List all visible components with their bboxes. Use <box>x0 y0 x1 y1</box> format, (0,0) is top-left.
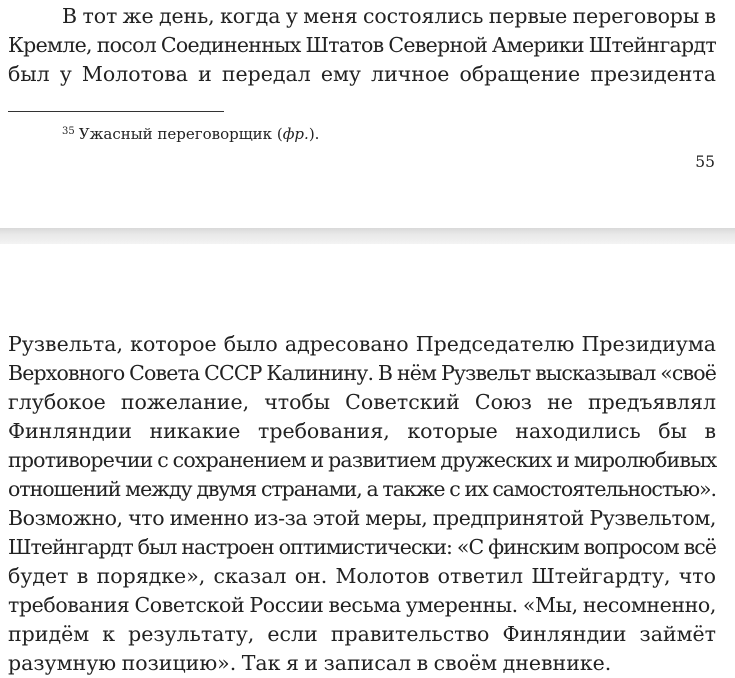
page-bottom <box>0 244 735 677</box>
text-line: будет в порядке», сказал он. Молотов ответил Штейгардту, что <box>8 564 716 588</box>
footnote-number: 35 <box>62 126 75 137</box>
text-line: Финляндии никакие требования, которые находились бы в <box>8 419 716 443</box>
text-line: Кремле, посол Соединенных Штатов Северной Америки Штейнгардт <box>8 33 716 57</box>
footnote <box>62 122 319 144</box>
text-line: В тот же день, когда у меня состоялись первые переговоры в <box>62 4 716 28</box>
page-separator <box>0 228 735 244</box>
text-line: Штейнгардт был настроен оптимистически: «С финским вопросом всё <box>8 535 716 559</box>
text-line: отношений между двумя странами, а также с их самостоятельностью». <box>8 477 716 501</box>
text-line: Верховного Совета СССР Калинину. В нём Рузвельт высказывал «своё <box>8 361 716 385</box>
text-line: был у Молотова и передал ему личное обращение президента <box>8 62 716 86</box>
page-number: 55 <box>695 153 715 171</box>
footnote-end: ). <box>308 125 320 143</box>
top-paragraph <box>8 2 716 89</box>
text-line: придём к результату, если правительство Финляндии займёт <box>8 622 716 646</box>
text-line: противоречии с сохранением и развитием дружеских и миролюбивых <box>8 448 717 472</box>
page-top <box>0 0 735 228</box>
bottom-paragraph <box>8 330 716 678</box>
footnote-divider <box>8 111 224 112</box>
text-line: Возможно, что именно из-за этой меры, предпринятой Рузвельтом, <box>8 506 716 530</box>
footnote-language: фр. <box>282 125 309 143</box>
footnote-text: Ужасный переговорщик ( <box>78 125 283 143</box>
text-line: глубокое пожелание, чтобы Советский Союз не предъявлял <box>8 390 716 414</box>
text-line: Рузвельта, которое было адресовано Председателю Президиума <box>8 332 716 356</box>
text-line: требования Советской России весьма умеренны. «Мы, несомненно, <box>8 593 716 617</box>
text-line: разумную позицию». Так я и записал в своём дневнике. <box>8 651 612 675</box>
